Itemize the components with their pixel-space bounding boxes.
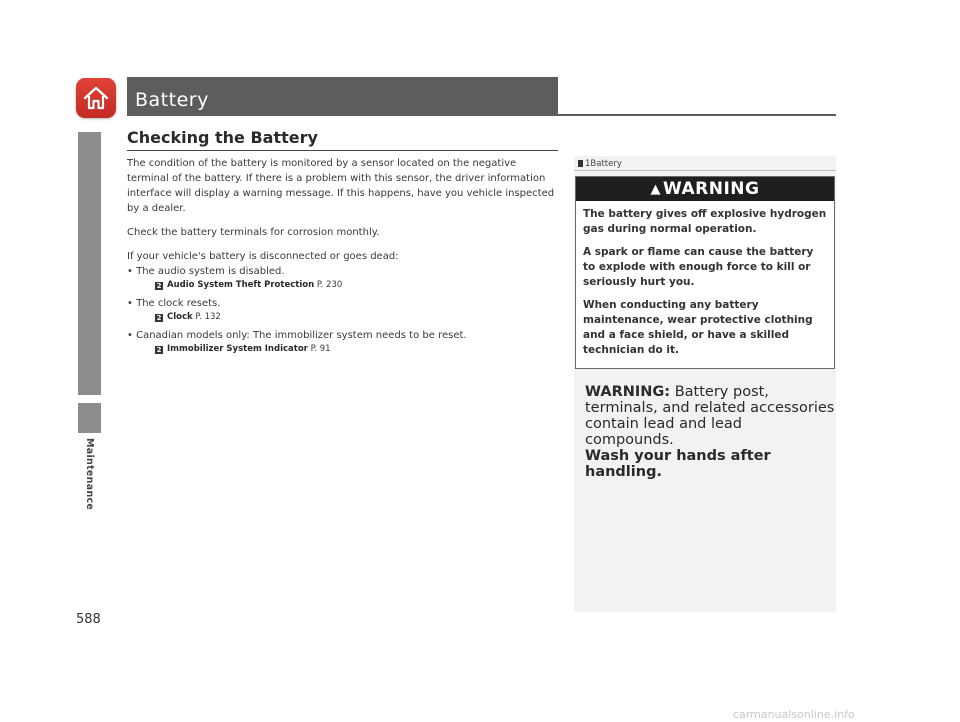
reference-arrow-icon: 2 [156,314,162,322]
warning-paragraph: The battery gives off explosive hydrogen gas during normal operation. [583,208,827,235]
cross-reference[interactable] [155,312,559,323]
page-number: 588 [76,612,101,627]
sidebar-heading: 1Battery [578,159,622,169]
warning-triangle-icon: ▲ [650,182,662,197]
warning-text [583,207,829,366]
reference-arrow-icon: 2 [156,282,162,290]
section-title: Battery [135,89,209,111]
sidebar-divider [574,170,836,171]
warning-banner: ▲ WARNING [576,177,834,201]
reference-page: P. 132 [195,312,221,322]
reference-page: P. 91 [310,344,331,354]
lead-warning-text: Battery post, terminals, and related accessories contain lead and lead compounds. [585,384,835,448]
home-icon [82,84,110,112]
list-item: • The clock resets. [127,298,221,309]
warning-box [575,176,835,369]
bullet-icon: • [127,298,133,309]
reference-page: P. 230 [316,280,343,290]
main-body [127,156,559,360]
reference-link[interactable]: Clock [167,312,193,322]
side-tab-maintenance[interactable] [78,403,101,433]
lead-warning [585,384,835,480]
home-button[interactable] [76,78,116,118]
paragraph-check-terminals: Check the battery terminals for corrosion monthly. [127,227,380,238]
warning-paragraph: A spark or flame can cause the battery to explode with enough force to kill or seriously hurt you. [583,246,814,288]
paragraph-sensor: The condition of the battery is monitored by a sensor located on the negative terminal of the battery. If there is a problem with this sensor, the driver information interface will display a warning message. If this happens, have you vehicle inspected by a dealer. [127,158,555,214]
section-title-bar [127,77,558,114]
list-item: • The audio system is disabled. [127,266,285,277]
watermark: carmanualsonline.info [733,708,855,721]
list-item: • Canadian models only: The immobilizer system needs to be reset. [127,330,467,341]
section-heading: Checking the Battery [127,128,318,147]
bullet-icon: • [127,330,133,341]
side-tab-label: Maintenance [84,438,95,511]
lead-warning-emphasis: Wash your hands after handling. [585,448,771,480]
note-marker-icon [578,160,583,167]
bullet-icon: • [127,266,133,277]
lead-warning-label: WARNING: [585,384,671,400]
heading-divider [127,150,558,151]
sidebar-notes [574,156,836,612]
reference-link[interactable]: Immobilizer System Indicator [167,344,308,354]
title-divider [127,114,836,116]
warning-paragraph: When conducting any battery maintenance, wear protective clothing and a face shield, or have a skilled technician do it. [583,299,813,356]
cross-reference[interactable] [155,280,559,291]
side-tab-upper [78,132,101,395]
cross-reference[interactable] [155,344,559,355]
paragraph-disconnected: If your vehicle's battery is disconnected or goes dead: [127,251,399,262]
reference-arrow-icon: 2 [156,346,162,354]
reference-link[interactable]: Audio System Theft Protection [167,280,315,290]
